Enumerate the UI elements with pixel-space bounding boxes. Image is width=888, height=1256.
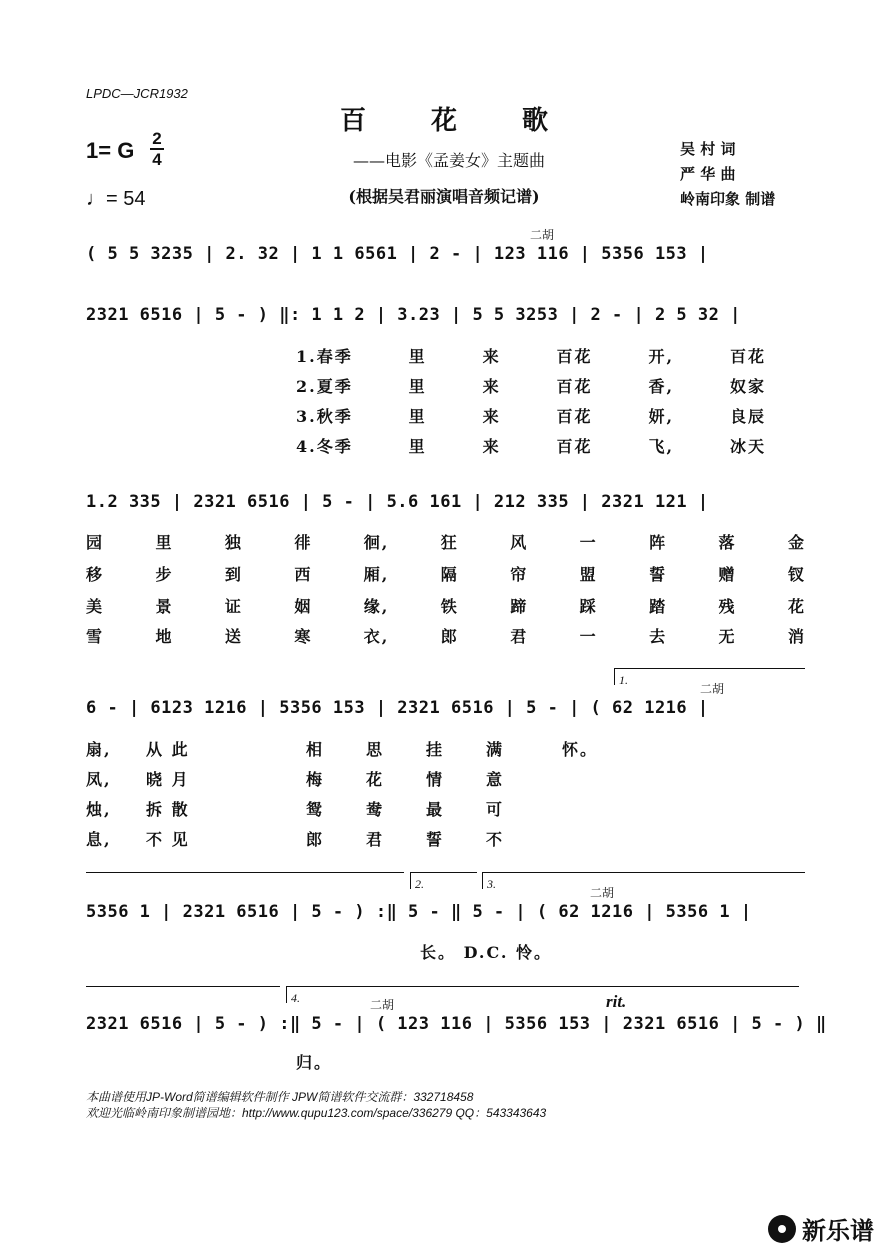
lyric-word: 风 [510, 533, 529, 552]
lyric-word: 钗 [787, 565, 806, 584]
lyric-word: 不 [486, 830, 505, 849]
lyric-word: 妍, [648, 407, 675, 426]
lyric-word: 里 [408, 377, 427, 396]
record-disc-icon [768, 1215, 796, 1243]
lyric-word: 里 [408, 407, 427, 426]
meter-top: 2 [152, 129, 162, 148]
lyric-word: 拆 散 [146, 800, 190, 819]
lyric-word: 里 [408, 347, 427, 366]
lyric-word: 去 [649, 627, 668, 646]
volta-2 [410, 872, 477, 889]
music-row-6: 2321 6516 | 5 - ) :‖ 5 - | ( 123 116 | 5356 153 | 2321 6516 | 5 - ) ‖ [86, 1014, 827, 1034]
lyric-word: 挂 [426, 740, 445, 759]
lyric-word: 雪 [86, 627, 105, 646]
lyric-line-3-3 [86, 797, 686, 820]
lyric-word: 晓 月 [146, 770, 190, 789]
lyric-word: 来 [482, 377, 501, 396]
lyric-word: 鸯 [366, 800, 385, 819]
page-title: 百 花 歌 [339, 106, 577, 136]
lyric-word: 蹄 [510, 597, 529, 616]
volta-label: 4. [291, 991, 300, 1005]
lyric-word: 缘, [363, 597, 390, 616]
lyric-word: 美 [86, 597, 105, 616]
lyric-word: 誓 [426, 830, 445, 849]
music-row-5: 5356 1 | 2321 6516 | 5 - ) :‖ 5 - ‖ 5 - | ( 62 1216 | 5356 1 | [86, 902, 752, 922]
lyric-word: 烛, [86, 800, 112, 819]
lyric-word: 扇, [86, 740, 112, 759]
lyric-word: 残 [718, 597, 737, 616]
continuation-line [86, 872, 404, 873]
lyric-word: 金 [787, 533, 806, 552]
verse-line-1 [296, 344, 766, 367]
key-signature: 1= G [86, 138, 135, 163]
lyric-word: 梅 [306, 770, 325, 789]
lyric-word: 1.春季 [296, 347, 353, 366]
lyric-word: 百花 [729, 347, 766, 366]
lyric-word: 誓 [649, 565, 668, 584]
lyric-word: 花 [787, 597, 806, 616]
continuation-line [86, 986, 280, 987]
lyric-word: 落 [718, 533, 737, 552]
tempo-mark: ♩= 54 [86, 188, 146, 210]
lyric-word: 百花 [556, 377, 593, 396]
lyric-line-2-1 [86, 530, 806, 553]
lyric-word: 君 [366, 830, 385, 849]
lyric-word: 君 [510, 627, 529, 646]
lyric-line-3-4 [86, 827, 686, 850]
lyric-word: 鸳 [306, 800, 325, 819]
lyric-word: 3.秋季 [296, 407, 353, 426]
lyric-word: 冰天 [729, 437, 766, 456]
time-signature [150, 130, 164, 168]
lyric-word: 一 [579, 627, 598, 646]
verse-line-4 [296, 434, 766, 457]
lyric-word: 百花 [556, 407, 593, 426]
lyric-word: 帘 [510, 565, 529, 584]
lyric-word: 息, [86, 830, 112, 849]
lyric-word: 思 [366, 740, 385, 759]
lyric-word: 花 [366, 770, 385, 789]
lyric-word: 相 [306, 740, 325, 759]
music-row-3: 1.2 335 | 2321 6516 | 5 - | 5.6 161 | 212 335 | 2321 121 | [86, 492, 709, 512]
ending-lyric-6: 归。 [296, 1053, 333, 1072]
verse-line-2 [296, 374, 766, 397]
arranger-credit: 岭南印象 制谱 [680, 190, 776, 208]
lyric-word: 踩 [579, 597, 598, 616]
footer-line-1: 本曲谱使用JP-Word简谱编辑软件制作 JPW简谱软件交流群：332718458 [86, 1090, 474, 1104]
lyric-word: 阵 [649, 533, 668, 552]
lyric-word: 里 [155, 533, 174, 552]
volta-label: 2. [415, 877, 424, 891]
lyric-word: 景 [155, 597, 174, 616]
footer-line-2: 欢迎光临岭南印象制谱园地：http://www.qupu123.com/space/336279 QQ：543343643 [86, 1106, 547, 1120]
lyric-word: 徊, [363, 533, 390, 552]
lyric-word: 消 [787, 627, 806, 646]
lyric-word: 狂 [440, 533, 459, 552]
lyric-word: 郎 [440, 627, 459, 646]
lyric-word: 铁 [440, 597, 459, 616]
lyric-word: 移 [86, 565, 105, 584]
score-code: LPDC—JCR1932 [86, 86, 188, 101]
erhu-label: 二胡 [700, 682, 725, 696]
lyric-word: 来 [482, 407, 501, 426]
site-logo [768, 1211, 874, 1246]
lyric-line-2-2 [86, 562, 806, 585]
lyric-word: 赠 [718, 565, 737, 584]
lyric-word: 凤, [86, 770, 112, 789]
volta-label: 3. [487, 877, 496, 891]
subtitle: ——电影《孟姜女》主题曲 [352, 151, 545, 170]
lyric-word: 寒 [294, 627, 313, 646]
volta-3 [482, 872, 805, 889]
lyric-word: 从 此 [146, 740, 190, 759]
lyric-word: 盟 [579, 565, 598, 584]
lyric-word: 姻 [294, 597, 313, 616]
lyric-word: 到 [224, 565, 243, 584]
lyric-word: 里 [408, 437, 427, 456]
lyric-word: 百花 [556, 437, 593, 456]
lyric-word: 步 [155, 565, 174, 584]
volta-label: 1. [619, 673, 628, 687]
lyric-line-3-2 [86, 767, 686, 790]
lyric-word: 不 见 [146, 830, 190, 849]
lyric-word: 最 [426, 800, 445, 819]
lyric-word: 香, [648, 377, 675, 396]
lyric-word: 证 [224, 597, 243, 616]
source-note: (根据吴君丽演唱音频记谱) [348, 187, 540, 206]
lyric-word: 满 [486, 740, 505, 759]
lyric-word: 一 [579, 533, 598, 552]
music-row-1: ( 5 5 3235 | 2. 32 | 1 1 6561 | 2 - | 123 116 | 5356 153 | [86, 244, 709, 264]
lyric-word: 百花 [556, 347, 593, 366]
lyric-word: 徘 [294, 533, 313, 552]
ending-lyric-5: 长。 D.C. 怜。 [420, 943, 553, 962]
lyric-word: 开, [648, 347, 675, 366]
verse-line-3 [296, 404, 766, 427]
composer-credit: 严 华 曲 [680, 165, 736, 183]
music-row-4: 6 - | 6123 1216 | 5356 153 | 2321 6516 | 5 - | ( 62 1216 | [86, 698, 709, 718]
lyric-line-3-1 [86, 737, 686, 760]
erhu-label: 二胡 [590, 886, 615, 900]
music-row-2: 2321 6516 | 5 - ) ‖: 1 1 2 | 3.23 | 5 5 3253 | 2 - | 2 5 32 | [86, 305, 741, 325]
lyric-word: 意 [486, 770, 505, 789]
lyric-word: 衣, [363, 627, 390, 646]
lyricist-credit: 吴 村 词 [680, 140, 736, 158]
lyric-word: 4.冬季 [296, 437, 353, 456]
lyric-word: 飞, [648, 437, 675, 456]
lyric-word: 隔 [440, 565, 459, 584]
lyric-word: 良辰 [729, 407, 766, 426]
erhu-label: 二胡 [370, 998, 395, 1012]
erhu-label: 二胡 [530, 228, 555, 242]
lyric-word: 奴家 [729, 377, 766, 396]
lyric-line-2-3 [86, 594, 806, 617]
lyric-word: 送 [224, 627, 243, 646]
volta-4 [286, 986, 799, 1003]
lyric-word: 可 [486, 800, 505, 819]
logo-text: 新乐谱 [802, 1217, 874, 1245]
lyric-word: 园 [86, 533, 105, 552]
lyric-word: 来 [482, 437, 501, 456]
ritardando-mark: rit. [606, 992, 627, 1011]
lyric-word: 踏 [649, 597, 668, 616]
meter-bottom: 4 [152, 150, 162, 169]
lyric-word: 无 [718, 627, 737, 646]
lyric-word: 独 [224, 533, 243, 552]
lyric-word: 地 [155, 627, 174, 646]
lyric-word: 西 [294, 565, 313, 584]
lyric-word: 厢, [363, 565, 390, 584]
lyric-word: 来 [482, 347, 501, 366]
lyric-word: 2.夏季 [296, 377, 353, 396]
lyric-word: 郎 [306, 830, 325, 849]
lyric-word: 情 [426, 770, 445, 789]
lyric-line-2-4 [86, 624, 806, 647]
lyric-word: 怀。 [562, 740, 599, 759]
